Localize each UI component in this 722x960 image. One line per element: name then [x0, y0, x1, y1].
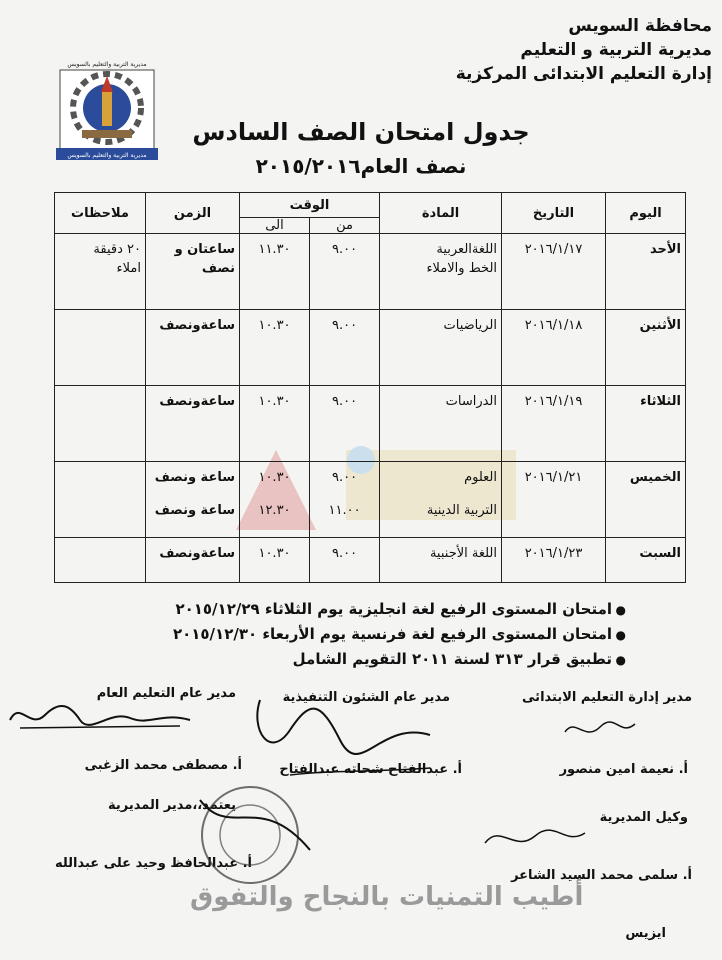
directorate-logo [52, 48, 162, 166]
sig-deputy-name: أ. سلمى محمد السيد الشاعر [511, 868, 692, 883]
cell-duration [146, 462, 240, 538]
bullet-icon: ● [615, 603, 626, 617]
governorate-line: محافظة السويس [568, 16, 712, 36]
notes-list [106, 597, 626, 672]
logo-bottom-text: مديرية التربية والتعليم بالسويس [67, 152, 147, 159]
sig-executive-director-name: أ. عبدالفتاح شحاته عبدالفتاح [279, 762, 462, 777]
cell-from [310, 462, 380, 538]
cell-from: ٩.٠٠ [310, 538, 380, 583]
subject-line-2: التربية الدينية [426, 503, 498, 518]
cell-date: ٢٠١٦/١/١٩ [502, 386, 606, 462]
header-notes: ملاحظات [55, 193, 146, 234]
cell-to: ١٠.٣٠ [240, 310, 310, 386]
sig-executive-director-title: مدير عام الشئون التنفيذية [282, 690, 450, 705]
duration-line-2: نصف [201, 261, 235, 276]
cell-to: ١٠.٣٠ [240, 386, 310, 462]
notes-line: ٢٠ دقيقة [93, 242, 141, 257]
cell-subject [380, 234, 502, 310]
to-line-2: ١٢.٣٠ [258, 503, 291, 518]
duration-line-2: ساعة ونصف [154, 503, 235, 518]
cell-notes [55, 462, 146, 538]
sig-deputy-title: وكيل المديرية [599, 810, 688, 825]
signature-scribble [230, 680, 450, 790]
cell-duration: ساعةونصف [146, 538, 240, 583]
table-row [55, 310, 686, 386]
cell-to: ١١.٣٠ [240, 234, 310, 310]
header-subject: المادة [380, 193, 502, 234]
notes-line-2: املاء [116, 261, 141, 276]
cell-to: ١٠.٣٠ [240, 538, 310, 583]
cell-date: ٢٠١٦/١/١٧ [502, 234, 606, 310]
sig-general-director-name: أ. مصطفى محمد الزغبى [84, 758, 242, 773]
sig-primary-director-name: أ. نعيمة امين منصور [559, 762, 688, 777]
signature-scribble [480, 818, 590, 858]
signature-scribble [560, 712, 640, 752]
cell-notes [55, 234, 146, 310]
cell-duration: ساعةونصف [146, 386, 240, 462]
cell-day: السبت [606, 538, 686, 583]
header-time: الوقت [240, 193, 380, 218]
cell-from: ٩.٠٠ [310, 234, 380, 310]
cell-date: ٢٠١٦/١/٢١ [502, 462, 606, 538]
page-title: جدول امتحان الصف السادس [192, 118, 530, 146]
bullet-icon: ● [615, 628, 626, 642]
cell-subject [380, 462, 502, 538]
header-block [455, 14, 712, 86]
sig-general-director-title: مدير عام التعليم العام [96, 686, 236, 701]
cell-day: الخميس [606, 462, 686, 538]
schedule-table [54, 192, 685, 584]
cell-notes [55, 310, 146, 386]
cell-date: ٢٠١٦/١/٢٣ [502, 538, 606, 583]
cell-date: ٢٠١٦/١/١٨ [502, 310, 606, 386]
header-duration: الزمن [146, 193, 240, 234]
header-from: من [310, 218, 380, 234]
logo-top-text: مديرية التربية والتعليم بالسويس [67, 61, 147, 68]
list-item: ●امتحان المستوى الرفيع لغة فرنسية يوم الأربعاء ٢٠١٥/١٢/٣٠ [106, 622, 626, 647]
cell-subject: اللغة الأجنبية [380, 538, 502, 583]
cell-subject: الرياضيات [380, 310, 502, 386]
cell-day: الأحد [606, 234, 686, 310]
footer-banner: أطيب التمنيات بالنجاح والتفوق [190, 882, 584, 912]
signature-scribble [0, 690, 200, 740]
list-item: ●تطبيق قرار ٣١٣ لسنة ٢٠١١ التقويم الشامل [106, 647, 626, 672]
subject-line: العلوم [464, 470, 498, 485]
cell-notes [55, 386, 146, 462]
sig-head-director-title: يعتمد،،مدير المديرية [108, 798, 236, 813]
header-to: الى [240, 218, 310, 234]
to-line: ١٠.٣٠ [258, 470, 291, 485]
cell-from: ٩.٠٠ [310, 386, 380, 462]
cell-subject: الدراسات [380, 386, 502, 462]
from-line-2: ١١.٠٠ [328, 503, 361, 518]
cell-duration [146, 234, 240, 310]
administration-line: إدارة التعليم الابتدائى المركزية [455, 64, 712, 84]
bullet-icon: ● [615, 653, 626, 667]
header-date: التاريخ [502, 193, 606, 234]
table-row [55, 538, 686, 583]
table-row [55, 386, 686, 462]
subject-line: اللغةالعربية [436, 242, 498, 257]
subject-line-2: الخط والاملاء [426, 261, 498, 276]
footer-left-text: ايزيس [625, 926, 666, 941]
cell-day: الثلاثاء [606, 386, 686, 462]
cell-to [240, 462, 310, 538]
header-day: اليوم [606, 193, 686, 234]
cell-duration: ساعةونصف [146, 310, 240, 386]
table-row [55, 234, 686, 310]
list-item: ●امتحان المستوى الرفيع لغة انجليزية يوم الثلاثاء ٢٠١٥/١٢/٢٩ [106, 597, 626, 622]
table-row [55, 462, 686, 538]
directorate-line: مديرية التربية و التعليم [520, 40, 712, 60]
from-line: ٩.٠٠ [331, 470, 358, 485]
cell-notes [55, 538, 146, 583]
sig-primary-director-title: مدير إدارة التعليم الابتدائى [522, 690, 692, 705]
official-stamp [170, 780, 330, 890]
cell-from: ٩.٠٠ [310, 310, 380, 386]
page-subtitle: نصف العام٢٠١٥/٢٠١٦ [255, 154, 467, 178]
cell-day: الأثنين [606, 310, 686, 386]
duration-line: ساعتان و [174, 242, 235, 257]
duration-line: ساعة ونصف [154, 470, 235, 485]
sig-head-director-name: أ. عبدالحافظ وحيد على عبدالله [54, 856, 252, 871]
